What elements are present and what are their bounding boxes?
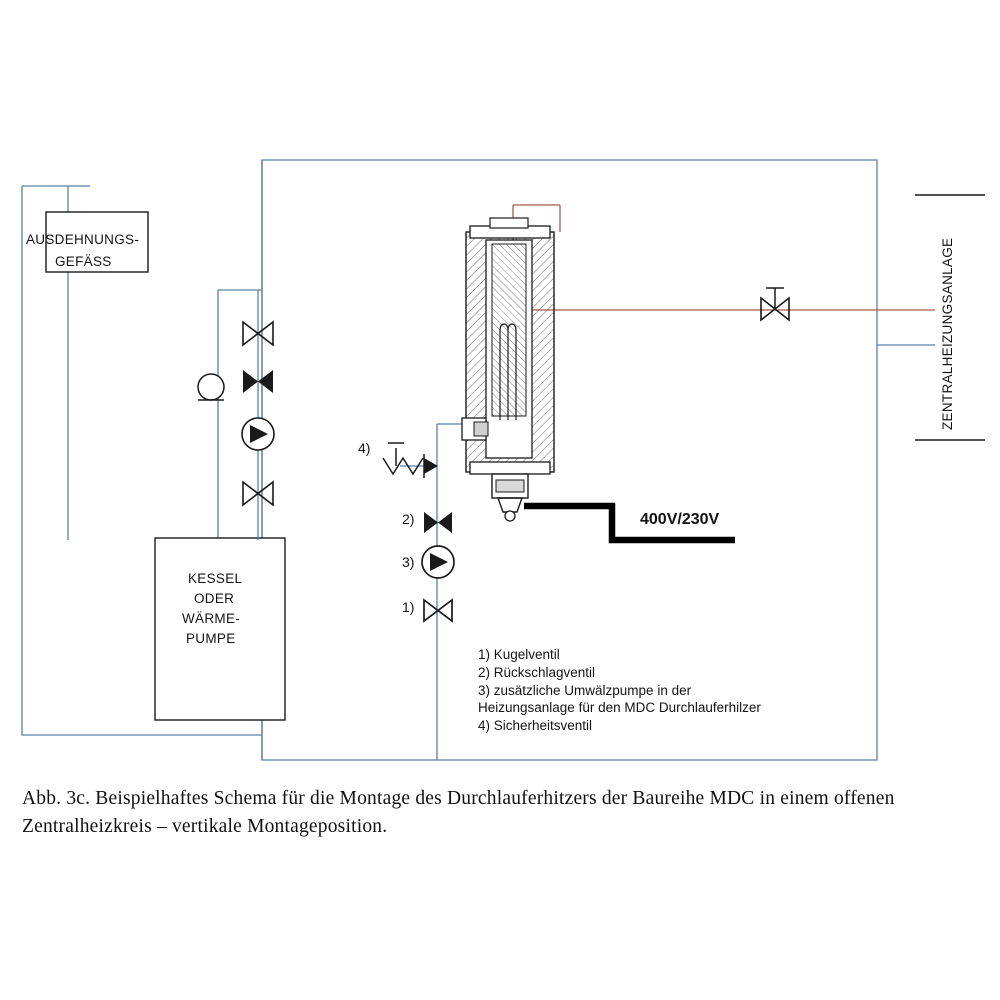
boiler-label-line1: KESSEL (188, 571, 243, 586)
right-gate-valve (761, 288, 789, 320)
voltage-label: 400V/230V (640, 511, 720, 528)
central-heating-label: ZENTRALHEIZUNGSANLAGE (940, 237, 955, 430)
expansion-vessel-label-line2: GEFÄSS (55, 254, 112, 269)
legend-line-3: 3) zusätzliche Umwälzpumpe in der (478, 683, 692, 698)
riser-valve-group (402, 511, 454, 621)
ball-valve-1 (424, 600, 452, 621)
callout-3: 3) (402, 554, 415, 570)
legend-line-2: 2) Rückschlagventil (478, 665, 596, 680)
hot-circuit-piping (513, 205, 935, 310)
callout-1: 1) (402, 599, 415, 615)
boiler-label-line2: ODER (194, 591, 235, 606)
legend-line-4: Heizungsanlage für den MDC Durchlauferhilzer (478, 700, 761, 715)
expansion-vessel (26, 212, 148, 272)
legend-line-1: 1) Kugelventil (478, 647, 560, 662)
check-valve-2 (424, 512, 452, 533)
boiler-label-line4: PUMPE (186, 631, 236, 646)
expansion-vessel-label-line1: AUSDEHNUNGS- (26, 232, 140, 247)
pressure-gauge (198, 374, 224, 400)
callout-4: 4) (358, 440, 371, 456)
mdc-flow-heater (462, 218, 554, 521)
boiler-label-line3: WÄRME- (182, 611, 241, 626)
figure-caption: Abb. 3c. Beispielhaftes Schema für die Montage des Durchlauferhitzers der Baureihe MDC in einem offenen Zentralheizkreis – vertikale Montageposition. (22, 788, 895, 838)
callout-2: 2) (402, 511, 415, 527)
power-cable (524, 506, 735, 540)
central-heating-plant (915, 195, 985, 440)
boiler-unit (155, 538, 285, 720)
legend-line-5: 4) Sicherheitsventil (478, 718, 593, 733)
circulation-pump-3 (422, 546, 454, 578)
left-circulation-pump (242, 418, 274, 450)
legend (478, 647, 761, 733)
safety-valve-4 (358, 440, 438, 478)
